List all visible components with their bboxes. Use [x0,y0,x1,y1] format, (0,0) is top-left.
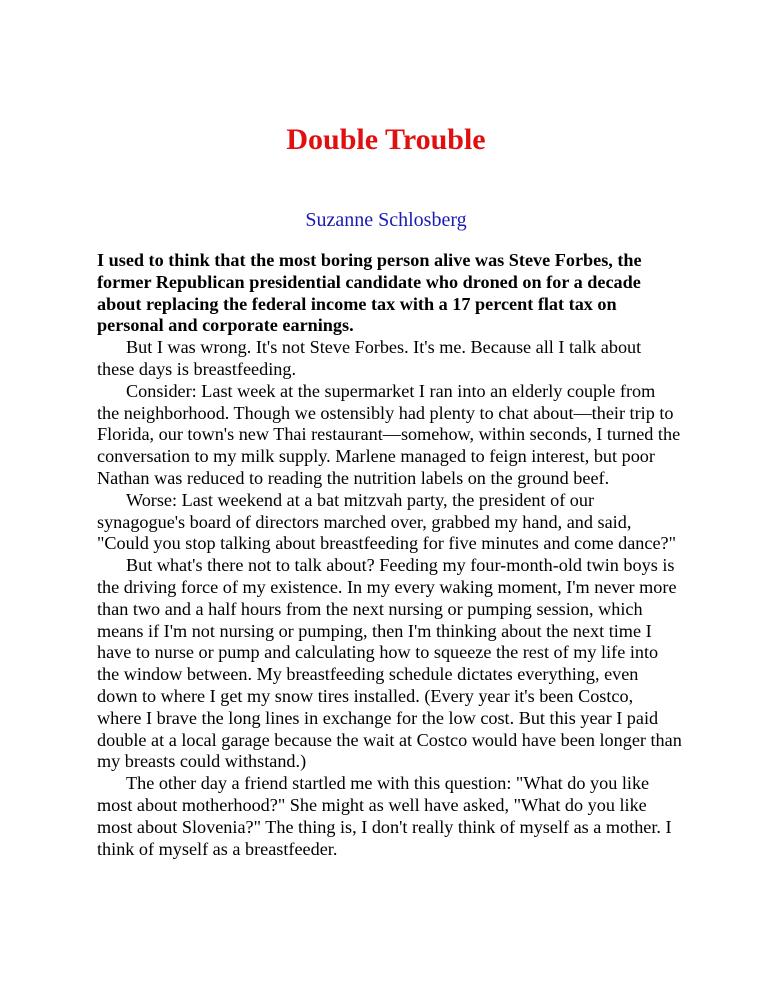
body-paragraph-1: But I was wrong. It's not Steve Forbes. It's me. Because all I talk about these days is breastfeeding. [97,337,642,379]
body-paragraph-4: But what's there not to talk about? Feeding my four-month-old twin boys is the driving force of my existence. In my every waking moment, I'm never more than two and a half hours from the next nursing or pumping session, which means if I'm not nursing or pumping, then I'm thinking about the next time I have to nurse or pump and calculating how to squeeze the rest of my life into the window between. My breastfeeding schedule dictates everything, even down to where I get my snow tires installed. (Every year it's been Costco, where I brave the long lines in exchange for the low cost. But this year I paid double at a local garage because the wait at Costco would have been longer than my breasts could withstand.) [97,555,682,772]
article-body [97,250,682,860]
article-title: Double Trouble [286,123,486,156]
lead-paragraph: I used to think that the most boring person alive was Steve Forbes, the former Republican presidential candidate who droned on for a decade about replacing the federal income tax with a 17 percent flat tax on personal and corporate earnings. [97,250,642,336]
article-author: Suzanne Schlosberg [305,209,467,231]
body-paragraph-2: Consider: Last week at the supermarket I ran into an elderly couple from the neighborhood. Though we ostensibly had plenty to chat about—their trip to Florida, our town's new Thai restaurant—somehow, within seconds, I turned the conversation to my milk supply. Marlene managed to feign interest, but poor Nathan was reduced to reading the nutrition labels on the ground beef. [97,380,681,488]
body-paragraph-5: The other day a friend startled me with this question: "What do you like most about motherhood?" She might as well have asked, "What do you like most about Slovenia?" The thing is, I don't really think of myself as a mother. I think of myself as a breastfeeder. [97,773,672,859]
body-paragraph-3: Worse: Last weekend at a bat mitzvah party, the president of our synagogue's board of directors marched over, grabbed my hand, and said, "Could you stop talking about breastfeeding for five minutes and come dance?" [97,489,677,554]
